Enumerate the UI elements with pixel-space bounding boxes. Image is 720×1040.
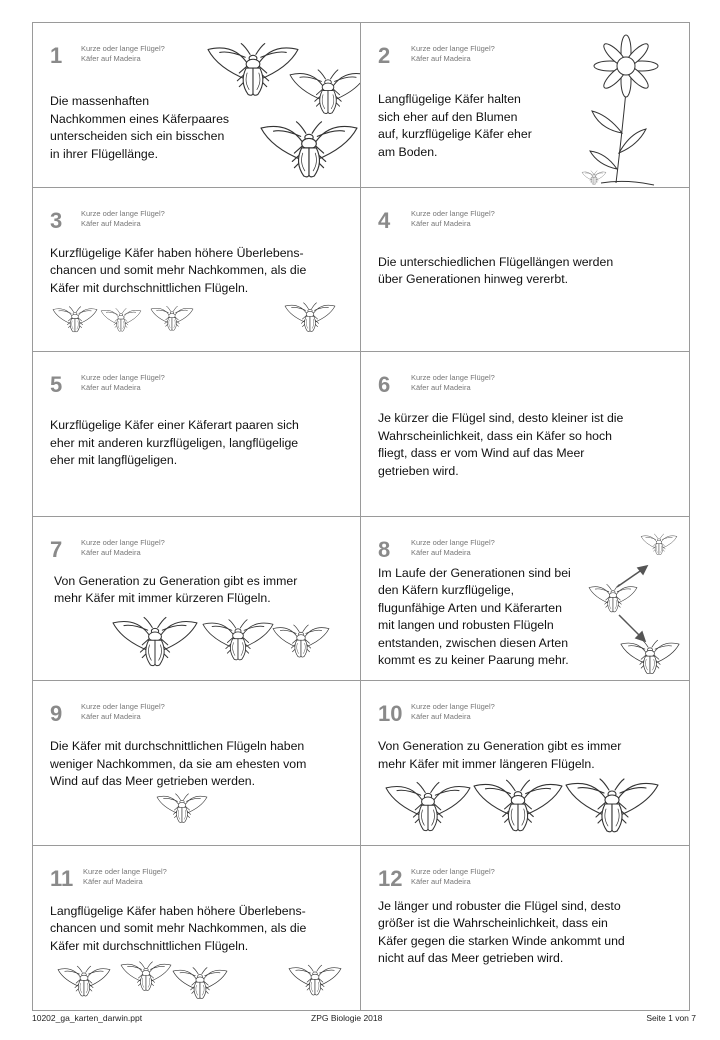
card-text xyxy=(378,254,613,289)
card-text-line: Wind auf das Meer getrieben werden. xyxy=(50,774,256,788)
card-text-line: Im Laufe der Generationen sind bei xyxy=(378,565,571,580)
beetle-illustration xyxy=(289,964,341,998)
card-7 xyxy=(33,517,361,682)
card-text-line: fliegt, dass er vom Wind auf das Meer xyxy=(378,446,585,460)
subtitle-line-2: Käfer auf Madeira xyxy=(411,712,471,721)
card-number: 1 xyxy=(50,43,63,68)
card-text-line: chancen und somit mehr Nachkommen, als die xyxy=(50,263,307,277)
subtitle-line-1: Kurze oder lange Flügel? xyxy=(81,373,165,382)
beetle-illustration xyxy=(157,792,207,826)
beetle-illustration xyxy=(58,964,110,1000)
card-subtitle xyxy=(411,44,495,64)
card-text xyxy=(50,417,299,470)
card-text xyxy=(50,738,306,791)
card-11 xyxy=(33,846,361,1011)
subtitle-line-2: Käfer auf Madeira xyxy=(411,383,471,392)
card-text-line: Je kürzer die Flügel sind, desto kleiner ist die xyxy=(378,411,624,425)
subtitle-line-1: Kurze oder lange Flügel? xyxy=(83,866,167,876)
card-text-line: Käfer mit durchschnittlichen Flügeln. xyxy=(50,938,249,953)
subtitle-line-1: Kurze oder lange Flügel? xyxy=(411,866,495,876)
beetle-illustration xyxy=(203,615,273,667)
card-text-line: flugunfähige Arten und Käferarten xyxy=(378,600,562,615)
beetle-illustration xyxy=(173,966,227,1002)
card-9 xyxy=(33,681,361,846)
beetle-illustration xyxy=(113,615,197,671)
card-text-line: Langflügelige Käfer haben höhere Überlebens- xyxy=(50,903,306,918)
card-text-line: Die massenhaften xyxy=(50,94,150,108)
subtitle-line-1: Kurze oder lange Flügel? xyxy=(411,537,495,547)
card-number: 3 xyxy=(50,207,63,233)
card-subtitle xyxy=(411,702,495,722)
card-text xyxy=(54,573,297,608)
card-number: 9 xyxy=(50,701,63,726)
card-text xyxy=(50,93,229,163)
card-5 xyxy=(33,352,361,517)
card-4 xyxy=(361,188,689,353)
card-text-line: eher mit anderen kurzflügeligen, langflügelige xyxy=(50,435,299,450)
subtitle-line-1: Kurze oder lange Flügel? xyxy=(81,44,165,53)
beetle-illustration xyxy=(53,305,97,335)
card-number: 7 xyxy=(50,536,63,562)
card-subtitle xyxy=(81,702,165,722)
card-subtitle xyxy=(81,373,165,393)
short-wing-beetle xyxy=(641,531,677,559)
footer-page-number: Seite 1 von 7 xyxy=(646,1013,696,1023)
footer-filename: 10202_ga_karten_darwin.ppt xyxy=(32,1013,143,1023)
card-text-line: Käfer mit durchschnittlichen Flügeln. xyxy=(50,280,249,295)
subtitle-line-2: Käfer auf Madeira xyxy=(411,54,471,63)
subtitle-line-2: Käfer auf Madeira xyxy=(81,547,141,557)
card-text-line: sich eher auf den Blumen xyxy=(378,109,518,124)
beetle-illustration xyxy=(273,617,329,667)
card-text xyxy=(50,245,306,298)
card-text-line: nicht auf das Meer getrieben wird. xyxy=(378,951,564,965)
card-grid xyxy=(32,22,690,1011)
beetle-illustration xyxy=(285,301,335,335)
beetle-illustration xyxy=(208,41,298,101)
subtitle-line-2: Käfer auf Madeira xyxy=(411,218,471,228)
subtitle-line-2: Käfer auf Madeira xyxy=(81,218,141,228)
subtitle-line-1: Kurze oder lange Flügel? xyxy=(411,702,495,711)
card-text-line: chancen und somit mehr Nachkommen, als die xyxy=(50,921,307,935)
card-text-line: Kurzflügelige Käfer haben höhere Überlebens- xyxy=(50,245,304,260)
card-text-line: am Boden. xyxy=(378,144,438,159)
subtitle-line-2: Käfer auf Madeira xyxy=(81,383,141,392)
card-text-line: Wahrscheinlichkeit, dass ein Käfer so hoch xyxy=(378,428,612,443)
card-number: 11 xyxy=(50,865,74,891)
card-text-line: mehr Käfer mit immer längeren Flügeln. xyxy=(378,756,595,771)
card-text-line: mehr Käfer mit immer kürzeren Flügeln. xyxy=(54,591,271,605)
subtitle-line-1: Kurze oder lange Flügel? xyxy=(81,537,165,547)
card-10 xyxy=(361,681,689,846)
subtitle-line-1: Kurze oder lange Flügel? xyxy=(411,208,495,218)
card-2 xyxy=(361,23,689,188)
card-text-line: Kurzflügelige Käfer einer Käferart paaren sich xyxy=(50,418,299,432)
card-text-line: eher mit langflügeligen. xyxy=(50,453,178,467)
card-6 xyxy=(361,352,689,517)
card-text-line: Je länger und robuster die Flügel sind, desto xyxy=(378,898,621,913)
subtitle-line-2: Käfer auf Madeira xyxy=(411,876,471,886)
beetle-illustration xyxy=(474,777,562,837)
card-number: 2 xyxy=(378,43,391,68)
subtitle-line-1: Kurze oder lange Flügel? xyxy=(411,44,495,53)
card-subtitle xyxy=(411,373,495,393)
beetle-illustration xyxy=(121,960,171,994)
beetle-illustration xyxy=(290,68,361,118)
card-text-line: kommt es zu keiner Paarung mehr. xyxy=(378,653,569,667)
card-text-line: über Generationen hinweg vererbt. xyxy=(378,272,569,286)
card-number: 6 xyxy=(378,372,391,397)
card-3 xyxy=(33,188,361,353)
beetle-illustration xyxy=(261,119,357,183)
card-subtitle xyxy=(411,209,495,229)
card-subtitle xyxy=(83,867,167,887)
card-subtitle xyxy=(81,209,165,229)
card-text-line: größer ist die Wahrscheinlichkeit, dass ein xyxy=(378,916,608,930)
card-number: 5 xyxy=(50,372,63,397)
card-subtitle xyxy=(81,44,165,64)
card-subtitle xyxy=(411,538,495,558)
card-text-line: Die Käfer mit durchschnittlichen Flügeln haben xyxy=(50,739,305,753)
card-text-line: den Käfern kurzflügelige, xyxy=(378,583,515,597)
subtitle-line-1: Kurze oder lange Flügel? xyxy=(81,702,165,711)
subtitle-line-1: Kurze oder lange Flügel? xyxy=(411,373,495,382)
card-text xyxy=(378,565,571,670)
card-12 xyxy=(361,846,689,1011)
card-text-line: Langflügelige Käfer halten xyxy=(378,92,521,106)
card-number: 4 xyxy=(378,207,391,233)
card-text-line: getrieben wird. xyxy=(378,463,459,478)
flower-illustration xyxy=(576,33,676,188)
beetle-illustration xyxy=(386,779,470,837)
card-text-line: unterscheiden sich ein bisschen xyxy=(50,129,225,143)
subtitle-line-2: Käfer auf Madeira xyxy=(81,712,141,721)
beetle-illustration xyxy=(101,307,141,334)
card-text-line: in ihrer Flügellänge. xyxy=(50,146,159,161)
card-text-line: Die unterschiedlichen Flügellängen werden xyxy=(378,254,614,269)
card-1 xyxy=(33,23,361,188)
small-beetle-on-ground xyxy=(582,170,606,186)
card-number: 8 xyxy=(378,536,391,562)
card-8 xyxy=(361,517,689,682)
card-text-line: entstanden, zwischen diesen Arten xyxy=(378,635,569,650)
card-text-line: Nachkommen eines Käferpaares xyxy=(50,111,230,126)
card-number: 10 xyxy=(378,701,403,726)
beetle-illustration xyxy=(566,775,658,839)
footer-center: ZPG Biologie 2018 xyxy=(311,1013,383,1023)
beetle-illustration xyxy=(151,305,193,333)
card-subtitle xyxy=(81,538,165,558)
card-text xyxy=(378,410,623,480)
card-text xyxy=(378,738,621,773)
card-text-line: Von Generation zu Generation gibt es immer xyxy=(54,573,298,588)
card-text-line: mit langen und robusten Flügeln xyxy=(378,618,554,632)
card-text xyxy=(378,898,625,968)
card-text-line: auf, kurzflügelige Käfer eher xyxy=(378,127,532,141)
card-number: 12 xyxy=(378,865,403,891)
subtitle-line-2: Käfer auf Madeira xyxy=(81,54,141,63)
card-subtitle xyxy=(411,867,495,887)
subtitle-line-2: Käfer auf Madeira xyxy=(411,547,471,557)
evolution-arrows xyxy=(611,557,681,647)
card-text-line: weniger Nachkommen, da sie am ehesten vom xyxy=(50,756,307,771)
card-text xyxy=(50,903,306,956)
subtitle-line-1: Kurze oder lange Flügel? xyxy=(81,208,165,218)
card-text xyxy=(378,91,532,161)
card-text-line: Käfer gegen die starken Winde ankommt und xyxy=(378,933,625,948)
subtitle-line-2: Käfer auf Madeira xyxy=(83,876,143,886)
card-text-line: Von Generation zu Generation gibt es immer xyxy=(378,739,622,753)
